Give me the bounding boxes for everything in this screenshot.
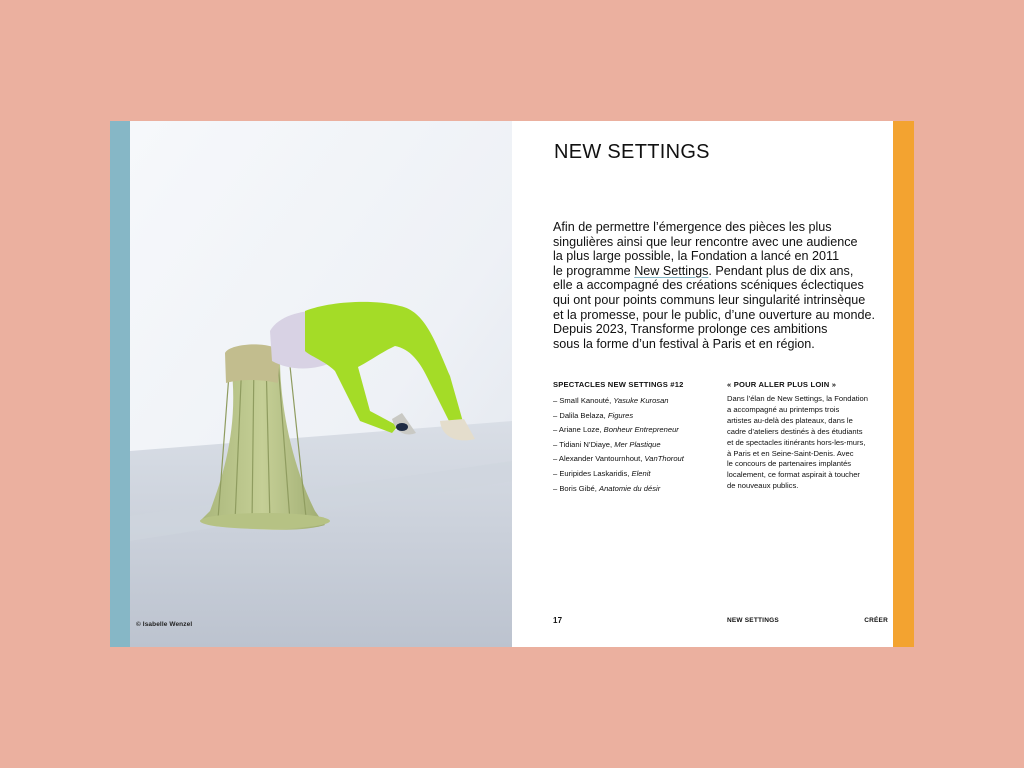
aller-plus-loin-heading: « POUR ALLER PLUS LOIN »	[727, 380, 837, 389]
performance-photo	[130, 121, 512, 647]
artist-name: – Smaïl Kanouté,	[553, 396, 614, 405]
lead-line: Depuis 2023, Transforme prolonge ces ambitions	[553, 322, 828, 337]
spectacles-list	[553, 394, 718, 496]
lead-line: la plus large possible, la Fondation a lancé en 2011	[553, 249, 840, 264]
artist-name: – Euripides Laskaridis,	[553, 468, 632, 478]
lead-text: le programme	[553, 263, 635, 278]
photo-credit: © Isabelle Wenzel	[136, 621, 193, 628]
work-title: Yasuke Kurosan	[613, 396, 669, 405]
lead-line: sous la forme d’un festival à Paris et en région.	[553, 336, 815, 351]
spectacles-column	[553, 380, 718, 496]
photo-illustration	[130, 121, 512, 647]
list-item	[553, 409, 718, 424]
left-color-band	[110, 121, 130, 647]
text-line: localement, ce format aspirait à toucher	[727, 470, 860, 480]
list-item	[553, 423, 718, 438]
new-settings-link[interactable]: New Settings	[634, 263, 709, 278]
aller-plus-loin-text	[727, 394, 897, 492]
artist-name: – Ariane Loze,	[553, 425, 604, 435]
right-color-band	[893, 121, 914, 647]
lead-line: Afin de permettre l’émergence des pièces les plus	[553, 220, 832, 234]
lead-line: singulières ainsi que leur rencontre avec une audience	[553, 234, 858, 249]
text-line: et de spectacles itinérants hors-les-murs,	[727, 437, 866, 447]
magazine-spread	[110, 121, 914, 647]
artist-name: – Alexander Vantournhout,	[553, 454, 645, 464]
list-item	[553, 467, 718, 482]
text-line: a accompagné au printemps trois	[727, 404, 840, 414]
lead-text: . Pendant plus de dix ans,	[708, 263, 854, 278]
spectacles-heading: SPECTACLES NEW SETTINGS #12	[553, 380, 684, 389]
text-line: à Paris et en Seine-Saint-Denis. Avec	[727, 448, 854, 458]
text-line: de nouveaux publics.	[727, 481, 799, 491]
work-title: Elenit	[631, 468, 651, 478]
lead-line: qui ont pour points communs leur singularité intrinsèque	[553, 292, 866, 307]
running-section: NEW SETTINGS	[727, 617, 779, 624]
work-title: Anatomie du désir	[599, 483, 661, 493]
lead-line	[553, 264, 898, 279]
page-title: NEW SETTINGS	[554, 141, 710, 163]
list-item	[553, 452, 718, 467]
lead-line: elle a accompagné des créations scéniques éclectiques	[553, 278, 864, 293]
artist-name: – Dalila Belaza,	[553, 410, 608, 420]
work-title: Bonheur Entrepreneur	[603, 425, 679, 435]
work-title: Mer Plastique	[614, 439, 661, 449]
text-line: artistes au-delà des plateaux, dans le	[727, 415, 853, 425]
lead-paragraph	[553, 220, 898, 351]
lead-line: et la promesse, pour le public, d’une ouverture au monde.	[553, 307, 876, 322]
text-line: cadre d’ateliers destinés à des étudiants	[727, 426, 863, 436]
text-line: le concours de partenaires implantés	[727, 459, 852, 469]
list-item	[553, 394, 718, 409]
aller-plus-loin-column	[727, 380, 897, 492]
work-title: VanThorout	[644, 454, 684, 464]
list-item	[553, 482, 718, 497]
list-item	[553, 438, 718, 453]
page-number: 17	[553, 616, 563, 625]
running-category: CRÉER	[864, 617, 888, 624]
artist-name: – Tidiani N’Diaye,	[553, 439, 615, 449]
text-line: Dans l’élan de New Settings, la Fondation	[727, 394, 868, 403]
work-title: Figures	[607, 410, 634, 420]
artist-name: – Boris Gibé,	[553, 483, 600, 493]
